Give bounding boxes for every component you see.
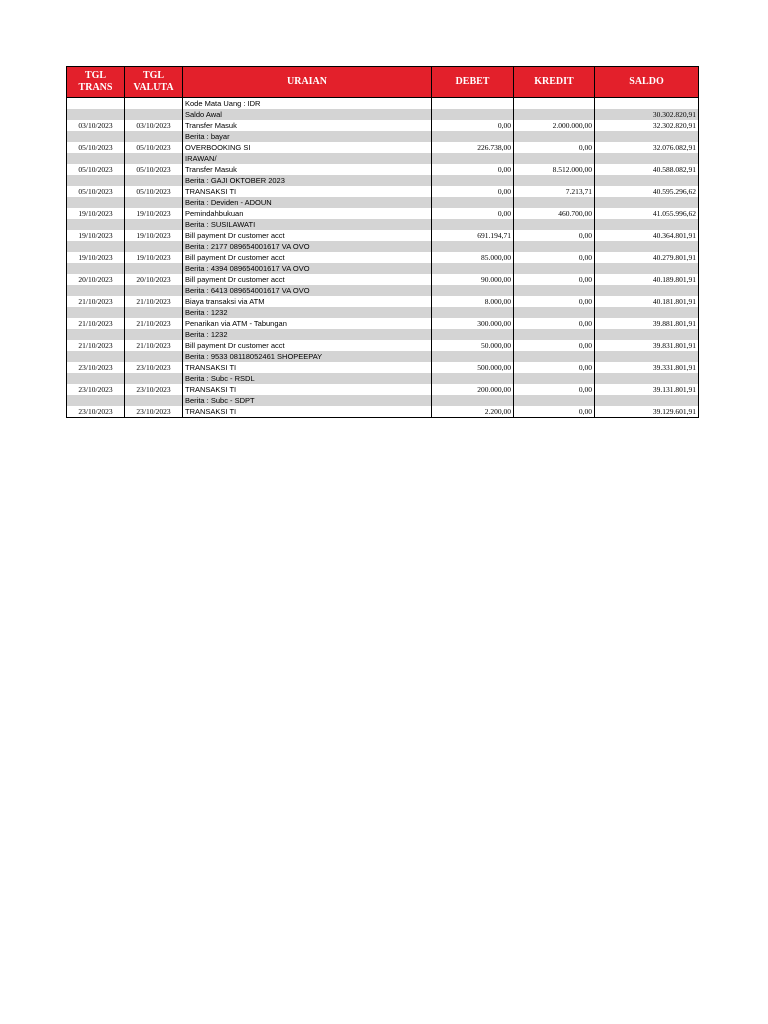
cell-saldo: 40.588.082,91 [595, 164, 699, 175]
cell-uraian: Berita : Deviden - ADOUN [183, 197, 432, 208]
cell-uraian: TRANSAKSI TI [183, 384, 432, 395]
cell-debet: 500.000,00 [432, 362, 514, 373]
cell-kredit: 8.512.000,00 [514, 164, 595, 175]
cell-saldo [595, 197, 699, 208]
cell-kredit: 0,00 [514, 406, 595, 418]
table-row [67, 285, 699, 296]
header-tgl-valuta: TGL VALUTA [125, 67, 183, 98]
cell-kredit: 460.700,00 [514, 208, 595, 219]
cell-uraian: Pemindahbukuan [183, 208, 432, 219]
cell-uraian: TRANSAKSI TI [183, 362, 432, 373]
cell-uraian: Berita : 4394 089654001617 VA OVO [183, 263, 432, 274]
cell-tgl-valuta [125, 241, 183, 252]
cell-uraian: Berita : 2177 089654001617 VA OVO [183, 241, 432, 252]
cell-debet: 300.000,00 [432, 318, 514, 329]
cell-saldo: 39.831.801,91 [595, 340, 699, 351]
cell-saldo: 41.055.996,62 [595, 208, 699, 219]
cell-kredit: 0,00 [514, 362, 595, 373]
table-row [67, 197, 699, 208]
cell-saldo: 39.131.801,91 [595, 384, 699, 395]
cell-uraian: Berita : bayar [183, 131, 432, 142]
table-header-row [67, 67, 699, 98]
table-row [67, 175, 699, 186]
header-debet: DEBET [432, 67, 514, 98]
cell-tgl-trans [67, 131, 125, 142]
cell-uraian: Berita : 9533 08118052461 SHOPEEPAY [183, 351, 432, 362]
cell-saldo: 32.076.082,91 [595, 142, 699, 153]
cell-tgl-valuta: 19/10/2023 [125, 208, 183, 219]
cell-saldo: 30.302.820,91 [595, 109, 699, 120]
cell-debet: 200.000,00 [432, 384, 514, 395]
cell-tgl-valuta: 05/10/2023 [125, 164, 183, 175]
cell-saldo: 40.279.801,91 [595, 252, 699, 263]
cell-uraian: OVERBOOKING SI [183, 142, 432, 153]
cell-kredit: 0,00 [514, 340, 595, 351]
cell-uraian: Berita : Subc - RSDL [183, 373, 432, 384]
cell-debet: 0,00 [432, 120, 514, 131]
cell-kredit [514, 175, 595, 186]
cell-kredit: 2.000.000,00 [514, 120, 595, 131]
cell-kredit: 0,00 [514, 318, 595, 329]
cell-uraian: Berita : 1232 [183, 329, 432, 340]
table-row [67, 98, 699, 110]
cell-tgl-valuta: 23/10/2023 [125, 362, 183, 373]
cell-tgl-trans [67, 329, 125, 340]
cell-tgl-trans [67, 307, 125, 318]
cell-uraian: Berita : Subc - SDPT [183, 395, 432, 406]
cell-tgl-trans [67, 395, 125, 406]
cell-saldo: 39.881.801,91 [595, 318, 699, 329]
cell-debet [432, 197, 514, 208]
header-saldo: SALDO [595, 67, 699, 98]
cell-uraian: Berita : SUSILAWATI [183, 219, 432, 230]
cell-kredit [514, 241, 595, 252]
cell-saldo [595, 329, 699, 340]
cell-uraian: Berita : 6413 089654001617 VA OVO [183, 285, 432, 296]
cell-kredit [514, 197, 595, 208]
cell-tgl-valuta [125, 307, 183, 318]
cell-tgl-valuta [125, 351, 183, 362]
cell-debet: 0,00 [432, 164, 514, 175]
cell-saldo: 32.302.820,91 [595, 120, 699, 131]
cell-tgl-valuta: 19/10/2023 [125, 252, 183, 263]
cell-uraian: Bill payment Dr customer acct [183, 274, 432, 285]
cell-kredit [514, 285, 595, 296]
table-row [67, 208, 699, 219]
cell-tgl-valuta: 21/10/2023 [125, 318, 183, 329]
cell-tgl-trans [67, 219, 125, 230]
cell-kredit: 0,00 [514, 252, 595, 263]
cell-kredit: 0,00 [514, 274, 595, 285]
cell-debet [432, 109, 514, 120]
cell-saldo [595, 395, 699, 406]
cell-debet: 50.000,00 [432, 340, 514, 351]
cell-tgl-trans: 23/10/2023 [67, 362, 125, 373]
cell-tgl-trans [67, 285, 125, 296]
table-row [67, 252, 699, 263]
table-row [67, 153, 699, 164]
cell-uraian: Berita : 1232 [183, 307, 432, 318]
cell-tgl-trans: 19/10/2023 [67, 252, 125, 263]
cell-tgl-valuta [125, 197, 183, 208]
cell-tgl-valuta: 21/10/2023 [125, 340, 183, 351]
cell-tgl-trans: 21/10/2023 [67, 340, 125, 351]
cell-kredit [514, 307, 595, 318]
cell-tgl-trans [67, 197, 125, 208]
cell-saldo [595, 175, 699, 186]
cell-tgl-valuta [125, 395, 183, 406]
cell-uraian: Berita : GAJI OKTOBER 2023 [183, 175, 432, 186]
cell-tgl-trans [67, 241, 125, 252]
cell-saldo: 39.129.601,91 [595, 406, 699, 418]
cell-kredit [514, 109, 595, 120]
cell-debet: 691.194,71 [432, 230, 514, 241]
cell-debet [432, 241, 514, 252]
cell-tgl-valuta [125, 153, 183, 164]
cell-debet [432, 153, 514, 164]
cell-tgl-valuta [125, 263, 183, 274]
cell-tgl-trans: 03/10/2023 [67, 120, 125, 131]
cell-uraian: Saldo Awal [183, 109, 432, 120]
cell-uraian: Bill payment Dr customer acct [183, 230, 432, 241]
cell-uraian: TRANSAKSI TI [183, 406, 432, 418]
cell-saldo [595, 241, 699, 252]
account-statement-table [66, 66, 699, 418]
table-row [67, 186, 699, 197]
table-row [67, 340, 699, 351]
cell-debet [432, 131, 514, 142]
cell-uraian: Biaya transaksi via ATM [183, 296, 432, 307]
cell-debet [432, 329, 514, 340]
cell-debet: 85.000,00 [432, 252, 514, 263]
table-row [67, 263, 699, 274]
cell-saldo [595, 219, 699, 230]
table-row [67, 296, 699, 307]
cell-tgl-valuta [125, 109, 183, 120]
cell-tgl-valuta [125, 175, 183, 186]
cell-tgl-trans [67, 263, 125, 274]
cell-tgl-valuta: 05/10/2023 [125, 142, 183, 153]
cell-kredit [514, 153, 595, 164]
cell-tgl-trans [67, 98, 125, 110]
cell-tgl-trans: 19/10/2023 [67, 208, 125, 219]
cell-saldo: 39.331.801,91 [595, 362, 699, 373]
cell-tgl-trans: 05/10/2023 [67, 164, 125, 175]
cell-tgl-trans [67, 373, 125, 384]
cell-kredit [514, 98, 595, 110]
cell-saldo [595, 263, 699, 274]
cell-tgl-trans [67, 175, 125, 186]
cell-tgl-valuta [125, 131, 183, 142]
table-row [67, 164, 699, 175]
cell-tgl-valuta: 23/10/2023 [125, 406, 183, 418]
cell-uraian: Bill payment Dr customer acct [183, 252, 432, 263]
header-uraian: URAIAN [183, 67, 432, 98]
cell-saldo [595, 373, 699, 384]
cell-saldo [595, 307, 699, 318]
table-row [67, 384, 699, 395]
cell-tgl-valuta: 21/10/2023 [125, 296, 183, 307]
cell-debet [432, 175, 514, 186]
cell-tgl-valuta [125, 219, 183, 230]
table-row [67, 329, 699, 340]
cell-kredit [514, 395, 595, 406]
cell-tgl-trans: 05/10/2023 [67, 142, 125, 153]
cell-debet: 0,00 [432, 186, 514, 197]
cell-uraian: IRAWAN/ [183, 153, 432, 164]
table-row [67, 406, 699, 418]
header-tgl-trans: TGL TRANS [67, 67, 125, 98]
cell-tgl-trans: 21/10/2023 [67, 318, 125, 329]
cell-saldo [595, 98, 699, 110]
cell-kredit: 0,00 [514, 384, 595, 395]
table-row [67, 142, 699, 153]
table-row [67, 395, 699, 406]
cell-tgl-trans [67, 153, 125, 164]
header-kredit: KREDIT [514, 67, 595, 98]
cell-tgl-trans: 05/10/2023 [67, 186, 125, 197]
cell-debet [432, 373, 514, 384]
cell-saldo [595, 131, 699, 142]
cell-kredit [514, 373, 595, 384]
cell-debet [432, 307, 514, 318]
cell-debet [432, 351, 514, 362]
cell-tgl-valuta: 20/10/2023 [125, 274, 183, 285]
cell-kredit [514, 219, 595, 230]
cell-debet [432, 285, 514, 296]
cell-debet [432, 263, 514, 274]
cell-debet [432, 219, 514, 230]
table-row [67, 307, 699, 318]
cell-tgl-valuta [125, 285, 183, 296]
cell-uraian: Bill payment Dr customer acct [183, 340, 432, 351]
cell-saldo: 40.595.296,62 [595, 186, 699, 197]
cell-saldo: 40.364.801,91 [595, 230, 699, 241]
table-row [67, 373, 699, 384]
cell-tgl-trans: 20/10/2023 [67, 274, 125, 285]
table-row [67, 230, 699, 241]
cell-uraian: Transfer Masuk [183, 120, 432, 131]
table-row [67, 109, 699, 120]
cell-uraian: Kode Mata Uang : IDR [183, 98, 432, 110]
cell-tgl-trans [67, 109, 125, 120]
table-row [67, 318, 699, 329]
cell-kredit [514, 329, 595, 340]
cell-kredit [514, 351, 595, 362]
cell-saldo: 40.189.801,91 [595, 274, 699, 285]
cell-tgl-valuta [125, 373, 183, 384]
cell-kredit: 0,00 [514, 142, 595, 153]
cell-tgl-valuta: 05/10/2023 [125, 186, 183, 197]
cell-saldo [595, 351, 699, 362]
cell-debet: 2.200,00 [432, 406, 514, 418]
cell-kredit [514, 263, 595, 274]
cell-tgl-trans: 23/10/2023 [67, 406, 125, 418]
cell-saldo: 40.181.801,91 [595, 296, 699, 307]
table-row [67, 362, 699, 373]
cell-debet: 8.000,00 [432, 296, 514, 307]
cell-uraian: Transfer Masuk [183, 164, 432, 175]
cell-debet [432, 395, 514, 406]
cell-kredit: 0,00 [514, 230, 595, 241]
cell-debet: 0,00 [432, 208, 514, 219]
table-row [67, 131, 699, 142]
cell-tgl-trans: 23/10/2023 [67, 384, 125, 395]
cell-debet [432, 98, 514, 110]
table-row [67, 241, 699, 252]
cell-saldo [595, 153, 699, 164]
table-row [67, 120, 699, 131]
cell-debet: 90.000,00 [432, 274, 514, 285]
cell-debet: 226.738,00 [432, 142, 514, 153]
table-row [67, 219, 699, 230]
cell-tgl-valuta: 19/10/2023 [125, 230, 183, 241]
cell-tgl-valuta: 03/10/2023 [125, 120, 183, 131]
cell-uraian: Penarikan via ATM - Tabungan [183, 318, 432, 329]
table-row [67, 274, 699, 285]
cell-kredit: 0,00 [514, 296, 595, 307]
cell-tgl-valuta [125, 98, 183, 110]
table-body [67, 98, 699, 418]
cell-tgl-trans [67, 351, 125, 362]
table-row [67, 351, 699, 362]
cell-uraian: TRANSAKSI TI [183, 186, 432, 197]
cell-tgl-trans: 21/10/2023 [67, 296, 125, 307]
cell-saldo [595, 285, 699, 296]
cell-kredit: 7.213,71 [514, 186, 595, 197]
cell-tgl-valuta [125, 329, 183, 340]
cell-tgl-valuta: 23/10/2023 [125, 384, 183, 395]
cell-kredit [514, 131, 595, 142]
cell-tgl-trans: 19/10/2023 [67, 230, 125, 241]
